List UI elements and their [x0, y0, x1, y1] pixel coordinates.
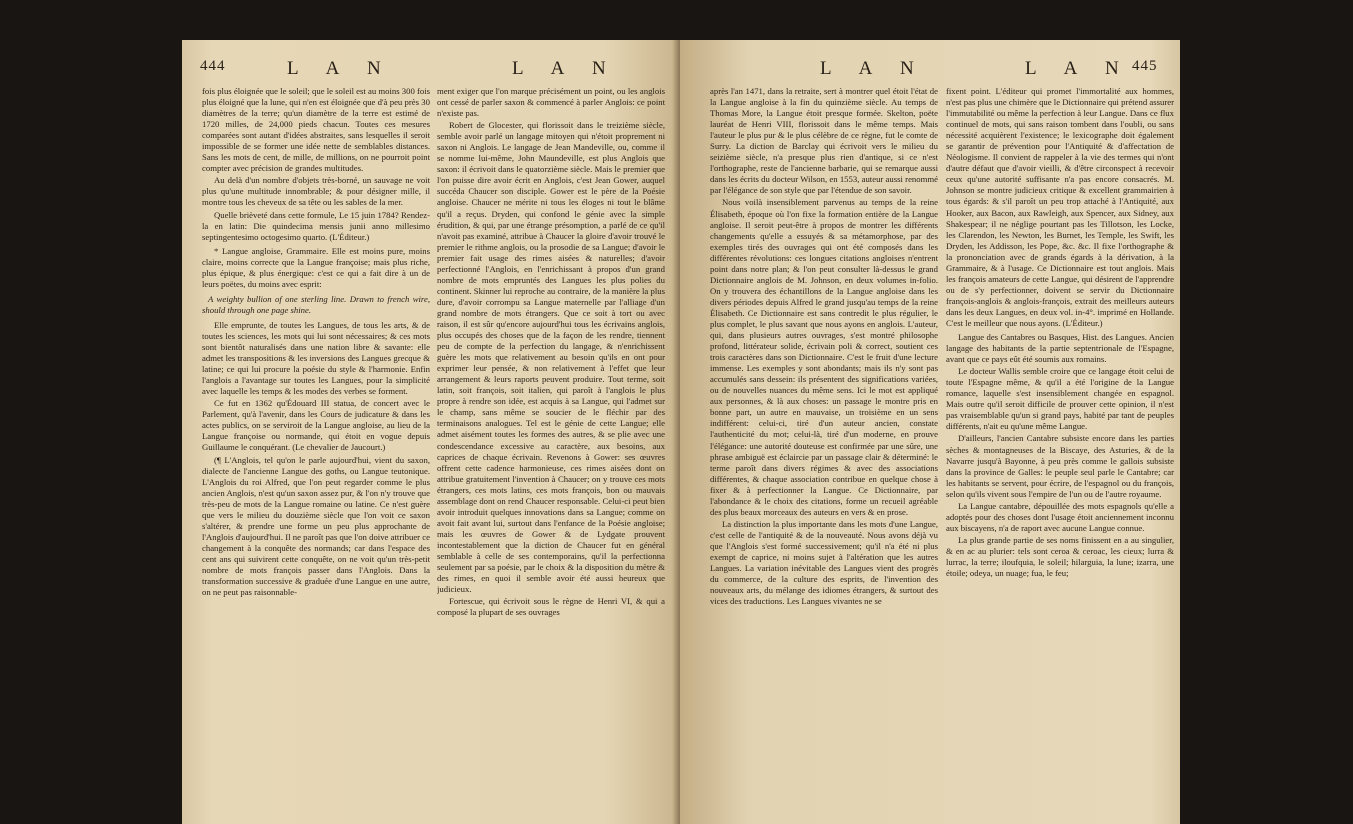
right-column-1: [710, 86, 938, 816]
paragraph: La plus grande partie de ses noms finissent en a au singulier, & en ac au plurier: tels sont ceroa & ceroac, les cieux; lurra & lurrac, la terre; iloufquia, le soleil; hilarguia, la lune; izarra, une étoile; odeya, un nuage; fua, le feu;: [946, 534, 1174, 579]
paragraph: Nous voilà insensiblement parvenus au temps de la reine Élisabeth, époque où l'on fixe la formation entière de la Langue angloise. Il seroit peut-être à propos de montrer les différents changements qu'elle a essuyés & sa métamorphose, par des exemples tirés des ouvrages qui ont été composés dans les différentes révolutions: ces longues citations angloises n'entrent point dans notre plan; & l'on peut consulter là-dessus le grand Dictionnaire anglois de M. Johnson, en deux volumes in-folio. On y trouvera des échantillons de la Langue angloise dans les divers périodes depuis Alfred le grand jusqu'au temps de la reine Élisabeth. Ce Dictionnaire est sans contredit le plus régulier, le plus complet, le plus savant que nous ayons en anglois. L'auteur, qui, dans plusieurs autres ouvrages, s'est montré philosophe profond, littérateur solide, écrivain poli & correct, soutient ces trois caractères dans son Dictionnaire. C'est le fruit d'une lecture immense. Les exemples y sont abondants; mais ils n'y sont pas accumulés sans dessein: ils présentent des significations variées, ou de nouvelles nuances du même sens. Ici le mot est appliqué aux personnes, & là aux choses: un passage le montre pris en bonne part, un autre en mauvaise, un troisième en un sens indifférent: celui-ci, tiré d'un auteur ancien, constate l'authenticité du mot; celui-là, tiré d'un moderne, en prouve l'élégance: une autorité douteuse est confirmée par une sûre, une phrase ambiguë est éclaircie par un passage clair & déterminé: le terme paroît dans divers régimes & avec des associations différentes, & chaque association contribue en quelque chose à fixer & à perfectionner la Langue. Ce Dictionnaire, par l'abondance & le choix des citations, forme un recueil agréable des plus beaux morceaux des auteurs en vers & en prose.: [710, 197, 938, 517]
paragraph: La Langue cantabre, dépouillée des mots espagnols qu'elle a adoptés pour des choses dont l'usage étoit anciennement inconnu aux biscayens, n'a de raport avec aucune Langue connue.: [946, 500, 1174, 533]
paragraph: Robert de Glocester, qui florissoit dans le treizième siècle, semble avoir parlé un langage mitoyen qui n'étoit proprement ni saxon ni Anglois. Le langage de Jean Mandeville, ou, comme il se nomme lui-même, John Maundeville, est plus Anglois que saxon: il écrivoit dans le quatorzième siècle. Mais le premier que l'on puisse dire avoir écrit en Anglois, c'est Jean Gower, auquel succéda Chaucer son disciple. Gower est le père de la Poésie angloise. Chaucer ne mérite ni tous les éloges ni tout le blâme qu'il a reçus. Dryden, qui confond le génie avec la simple érudition, & qui, par une étrange présomption, a parlé de ce qu'il n'avoit pas examiné, attribue à Chaucer la gloire d'avoir trouvé le premier le rithme anglois, ou la prosodie de sa Langue; d'avoir le premier fait usage des rimes aisées & naturelles; d'avoir perfectionné l'Anglois, en l'enrichissant à propos d'un grand nombre de mots empruntés des Langues les plus polies du continent. Skinner lui reproche au contraire, de la manière la plus dure, d'avoir corrompu sa Langue maternelle par l'alliage d'un grand nombre de mots étrangers. Que ce soit à tort ou avec raison, il est sûr qu'encore aujourd'hui tous les écrivains anglois, plus occupés des choses que de la façon de les rendre, tiennent peu de compte de la perfection du langage, & n'enrichissent guère les mots que relativement au besoin qu'ils en ont pour exprimer leur pensée, & non relativement à l'effet que leur arrangement & leurs raports peuvent produire. Tout terme, soit latin, soit françois, soit italien, qui paroît à l'anglois le plus propre à rendre son idée, est acquis à sa Langue, qui l'admet sur le champ, sans même se soucier de le fléchir par des terminaisons analogues. Tel est le génie de cette Langue; elle admet aisément toutes les formes des autres, & se plie avec une condescendance excessive au caractère, aux besoins, aux caprices de chaque écrivain. Revenons à Gower: ses œuvres offrent cette cadence harmonieuse, ces rimes aisées dont on attribue gratuitement l'invention à Chaucer; on y trouve ces mots étrangers, ces mots latins, ces mots françois, bon ou mauvais assemblage dont on rend Chaucer responsable. Celui-ci peut bien avoir introduit quelques innovations dans sa Langue; comme on avoit fait avant lui, surtout dans l'enfance de la Poésie angloise; mais les œuvres de Gower & de Lydgate prouvent incontestablement que la diction de Chaucer fut en général semblable à celle de ses contemporains, qu'il la perfectionna seulement par sa poésie, par le choix & la disposition du mètre & des rimes, en quoi il semble avoir été aussi heureux que judicieux.: [437, 120, 665, 595]
paragraph: Fortescue, qui écrivoit sous le règne de Henri VI, & qui a composé la plupart de ses ouvrages: [437, 596, 665, 618]
left-column-2: [437, 86, 665, 816]
paragraph: Au delà d'un nombre d'objets très-borné, un sauvage ne voit plus qu'une multitude innombrable; & pour désigner mille, il montre tous les cheveux de sa tête ou les sables de la mer.: [202, 175, 430, 208]
paragraph: Le docteur Wallis semble croire que ce langage étoit celui de toute l'Espagne même, & qu'il a été l'origine de la Langue romance, laquelle s'est insensiblement changée en espagnol. Mais outre qu'il seroit difficile de prouver cette opinion, il n'est pas vraisemblable qu'un si grand pays, habité par tant de peuples différents, n'ait eu qu'une même Langue.: [946, 366, 1174, 432]
left-column-1: [202, 86, 430, 816]
right-page: [680, 40, 1180, 824]
paragraph: Ce fut en 1362 qu'Édouard III statua, de concert avec le Parlement, qu'à l'avenir, dans les Cours de judicature & dans les actes publics, on se serviroit de la Langue angloise, au lieu de la Langue françoise ou normande, qui étoit en vogue depuis Guillaume le conquérant. (Le chevalier de Jaucourt.): [202, 398, 430, 453]
paragraph: fois plus éloignée que le soleil; que le soleil est au moins 300 fois plus éloigné que la lune, qui n'en est éloignée que d'à peu près 30 diamètres de la terre; qu'un diamètre de la terre est estimé de 1720 milles, de 24,000 pieds chacun. Toutes ces mesures comparées sont autant d'idées abstraites, sans lesquelles il seroit impossible de se former une idée nette de semblables distances. Sans les mots de cent, de mille, de millions, on ne pourroit point compter avec précision de grandes multitudes.: [202, 86, 430, 174]
paragraph: La distinction la plus importante dans les mots d'une Langue, c'est celle de l'antiquité & de la nouveauté. Nous avons déjà vu que l'Anglois s'est formé successivement; qu'il n'a été ni plus exempt de caprice, ni moins sujet à l'altération que les autres Langues. La variation inévitable des Langues vient des progrès du commerce, de la culture des esprits, de l'invention des nouveaux arts, du mélange des idiomes étrangers, & surtout des vices des traductions. Les Langues vivantes ne se: [710, 518, 938, 607]
paragraph: Quelle brièveté dans cette formule, Le 15 juin 1784? Rendez-la en latin: Die quindecima mensis junii anno millesimo septingentesimo octogesimo quarto. (L'Éditeur.): [202, 209, 430, 242]
left-running-head: L A N: [287, 58, 393, 79]
left-page-number: 444: [200, 58, 226, 74]
paragraph: (¶ L'Anglois, tel qu'on le parle aujourd'hui, vient du saxon, dialecte de l'ancienne Langue des goths, ou Langue teutonique. L'Anglois du roi Alfred, que l'on peut regarder comme le plus ancien Anglois, n'est qu'un saxon assez pur, & l'on n'y trouve que très-peu de mots de la Langue romaine ou latine. Ce n'est guère que vers le milieu du douzième siècle que l'on voit ce saxon s'altérer, & prendre une forme un peu plus approchante de l'Anglois d'aujourd'hui. Il ne paroît pas que l'on doive attribuer ce changement à la conquête des normands; car dans l'espace des cent ans qui suivirent cette conquête, on ne voit qu'un très-petit nombre de mots françois passer dans l'Anglois. Dans la transformation successive & graduée d'une Langue en une autre, on ne peut pas raisonnable-: [202, 454, 430, 598]
paragraph: ment exiger que l'on marque précisément un point, ou les anglois ont cessé de parler saxon & commencé à parler Anglois: ce point n'existe pas.: [437, 86, 665, 119]
paragraph: Elle emprunte, de toutes les Langues, de tous les arts, & de toutes les sciences, les mots qui lui sont nécessaires; & ces mots sont bientôt naturalisés dans une nation libre & savante: elle admet les transpositions & les inversions des Langues grecque & latine; ce qui lui procure la poésie du style & l'harmonie. Enfin l'anglois a l'avantage sur toutes les Langues, pour la simplicité avec laquelle les temps & les modes des verbes se forment.: [202, 319, 430, 397]
entry-heading-paragraph: * Langue angloise, Grammaire. Elle est moins pure, moins claire, moins correcte que la Langue françoise; mais plus riche, plus épique, & plus énergique: c'est ce qui a fait dire à un de leurs poëtes, du moins avec esprit:: [202, 245, 430, 289]
verse-quotation: A weighty bullion of one sterling line. Drawn to french wire, should through one page shine.: [202, 293, 430, 315]
right-column-2: [946, 86, 1174, 816]
left-running-head-2: L A N: [512, 58, 618, 79]
right-page-number: 445: [1132, 58, 1158, 74]
paragraph: après l'an 1471, dans la retraite, sert à montrer quel étoit l'état de la Langue angloise à la fin du quinzième siècle. Au temps de Thomas More, la Langue étoit presque formée. Skelton, poëte lauréat de Henri VIII, florissoit dans le même temps. Mais l'auteur le plus pur & le plus célèbre de ce règne, fut le comte de Surry. La diction de Barclay qui écrivoit vers le milieu du seizième siècle, n'a presque plus rien d'antique, si ce n'est l'orthographe, reste de l'ancienne barbarie, qui se remarque aussi dans les écrits du docteur Wilson, en 1553, auteur aussi renommé par l'élégance de son style que par l'étendue de son savoir.: [710, 86, 938, 196]
right-running-head-2: L A N: [1025, 58, 1131, 79]
paragraph: D'ailleurs, l'ancien Cantabre subsiste encore dans les parties sèches & montagneuses de la Biscaye, des Asturies, & de la Navarre jusqu'à Bayonne, à peu près comme le gallois subsiste dans la province de Galles: le peuple seul parle le Cantabre; car les habitants se servent, pour écrire, de l'espagnol ou du françois, selon qu'ils vivent sous l'empire de l'un ou de l'autre royaume.: [946, 433, 1174, 499]
paragraph: fixent point. L'éditeur qui promet l'immortalité aux hommes, n'est pas plus une chimère que le Dictionnaire qui prétend assurer l'immutabilité ou même la perfection à leur Langue. Dans ce flux continuel de mots, qui sans raison tombent dans l'oubli, ou sans nécessité acquièrent l'existence; le lexicographe doit également se garantir de prévention pour l'Antiquité & d'affectation de Néologisme. Il convient de rappeler à la vie des termes qui n'ont d'autre défaut que d'avoir vieilli, & d'être circonspect à recevoir ceux qu'une autorité suffisante n'a pas encore consacrés. M. Johnson se montre judicieux critique & excellent grammairien à tous égards: & s'il paroît un peu trop attaché à l'Antiquité, aux Hooker, aux Bacon, aux Rawleigh, aux Spencer, aux Sidney, aux Shakespear; il ne néglige pourtant pas les Tillotson, les Locke, les Clarendon, les Newton, les Burnet, les Temple, les Swift, les Dryden, les Addisson, les Pope, &c. &c. Il fixe l'orthographe & la prononciation avec de grands égards à la dérivation, à la Grammaire, & à l'usage. Ce Dictionnaire est tout anglois. Mais les françois amateurs de cette Langue, qui désirent de l'apprendre ou de s'y perfectionner, doivent se servir du Dictionnaire françois-anglois & anglois-françois, extrait des meilleurs auteurs dans les deux Langues, en deux vol. in-4°. imprimé en Hollande. C'est le meilleur que nous ayons. (L'Éditeur.): [946, 86, 1174, 328]
right-running-head: L A N: [820, 58, 926, 79]
entry-heading-paragraph: Langue des Cantabres ou Basques, Hist. des Langues. Ancien langage des habitants de la partie septentrionale de l'Espagne, avant que ce pays eût été soumis aux romains.: [946, 332, 1174, 365]
left-page: [182, 40, 680, 824]
